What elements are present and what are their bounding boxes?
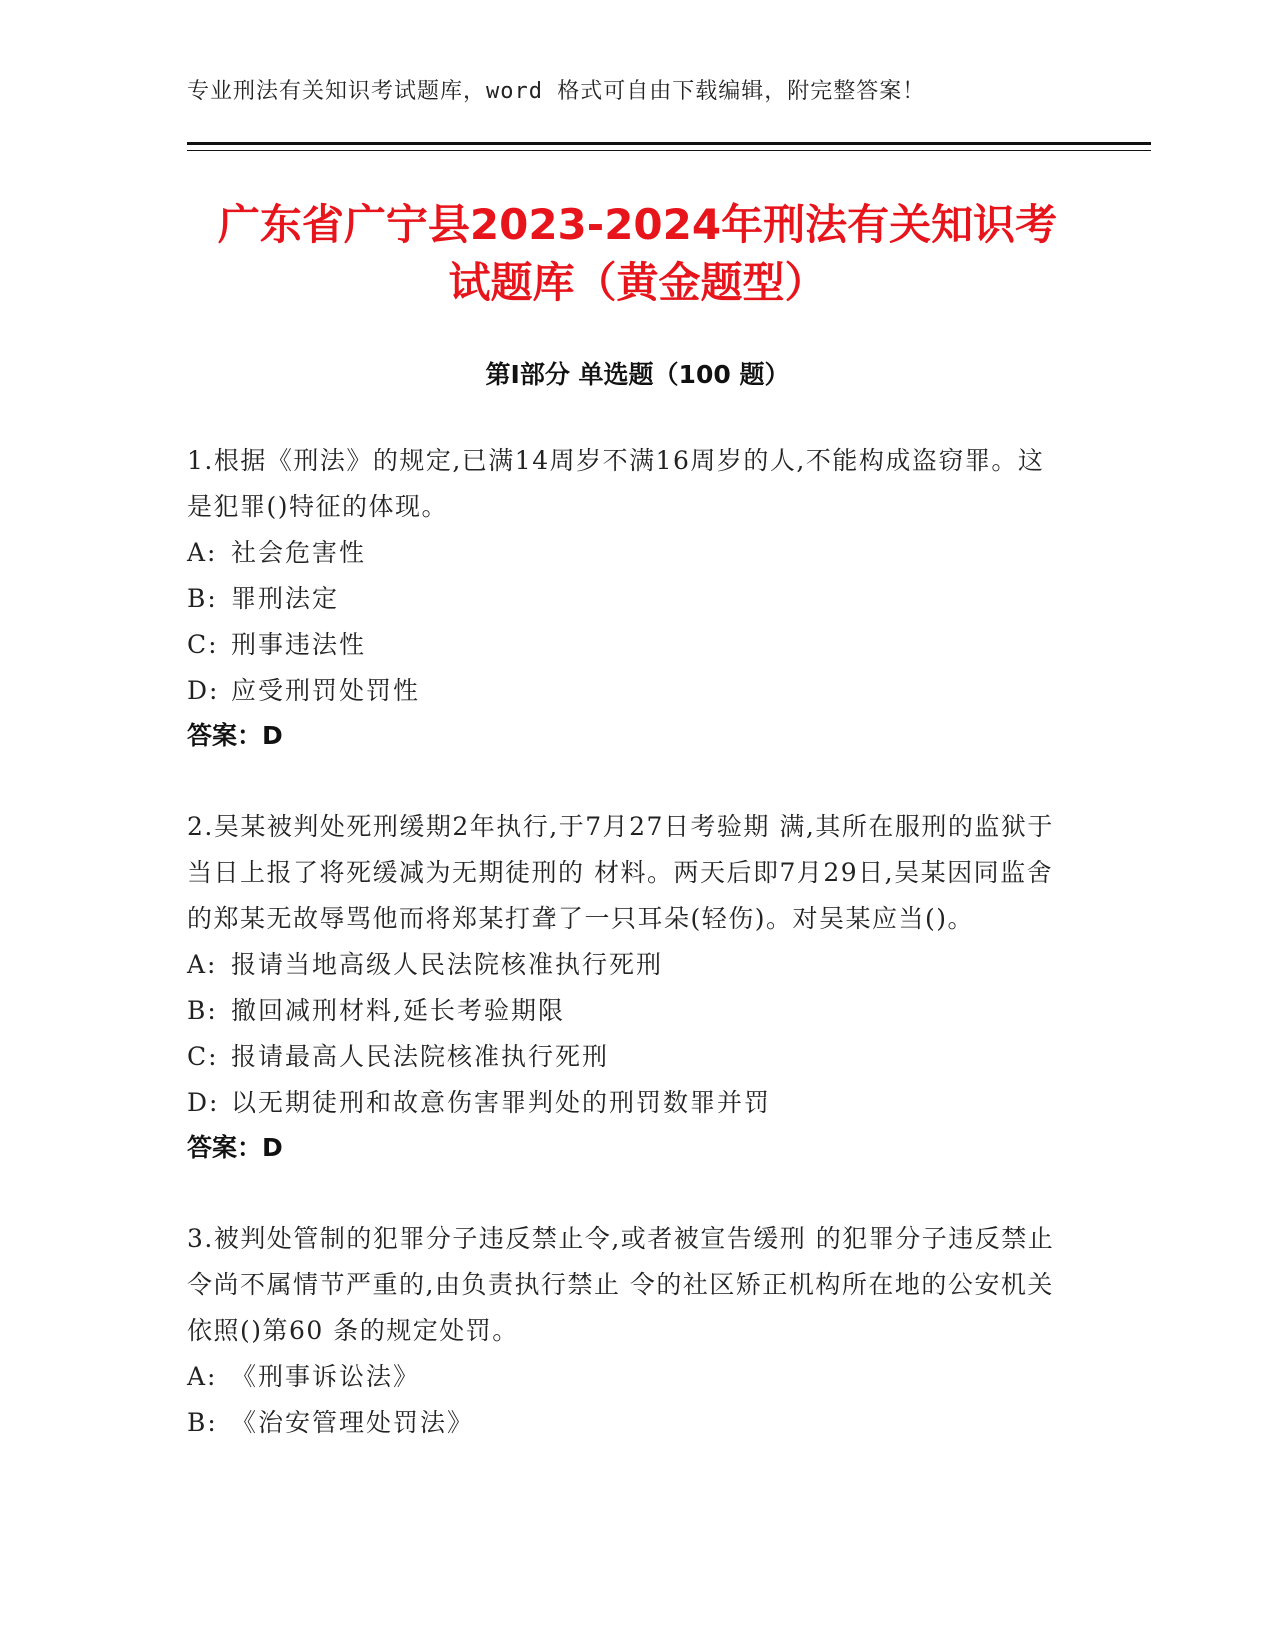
document-title-line2: 试题库（黄金题型） <box>448 258 827 307</box>
option-key: C: <box>187 1042 219 1071</box>
option-text: 罪刑法定 <box>231 584 340 613</box>
answer: 答案：D <box>187 721 283 750</box>
section-title: 第Ⅰ部分 单选题（100 题） <box>485 360 790 389</box>
option-d <box>187 668 1067 714</box>
header-rule-thin <box>187 150 1151 151</box>
option-key: B: <box>187 1408 218 1437</box>
option-text: 以无期徒刑和故意伤害罪判处的刑罚数罪并罚 <box>231 1088 772 1117</box>
option-d <box>187 1080 1067 1126</box>
option-c <box>187 622 1067 668</box>
option-text: 报请最高人民法院核准执行死刑 <box>231 1042 610 1071</box>
question-text: 3.被判处管制的犯罪分子违反禁止令,或者被宣告缓刑 的犯罪分子违反禁止令尚不属情节严重的,由负责执行禁止 令的社区矫正机构所在地的公安机关依照()第60 条的规定处罚。 <box>187 1224 1055 1345</box>
option-b <box>187 1400 1067 1446</box>
option-key: A: <box>187 1362 218 1391</box>
option-text: 报请当地高级人民法院核准执行死刑 <box>231 950 664 979</box>
option-a <box>187 1354 1067 1400</box>
option-b <box>187 576 1067 622</box>
option-a <box>187 942 1067 988</box>
question-2 <box>187 804 1067 1170</box>
option-text: 撤回减刑材料,延长考验期限 <box>231 996 565 1025</box>
question-text: 1.根据《刑法》的规定,已满14周岁不满16周岁的人,不能构成盗窃罪。这是犯罪()特征的体现。 <box>187 446 1045 521</box>
answer: 答案：D <box>187 1133 283 1162</box>
header-rule-thick <box>187 142 1151 145</box>
option-text: 社会危害性 <box>231 538 367 567</box>
question-text: 2.吴某被判处死刑缓期2年执行,于7月27日考验期 满,其所在服刑的监狱于当日上报了将死缓减为无期徒刑的 材料。两天后即7月29日,吴某因同监舍的郑某无故辱骂他而将郑某打聋了一只耳朵(轻伤)。对吴某应当()。 <box>187 812 1054 933</box>
header-note: 专业刑法有关知识考试题库，word 格式可自由下载编辑，附完整答案！ <box>187 79 926 104</box>
option-text: 刑事违法性 <box>231 630 367 659</box>
option-key: B: <box>187 996 218 1025</box>
question-list <box>187 438 1067 1492</box>
option-key: A: <box>187 538 218 567</box>
option-a <box>187 530 1067 576</box>
option-key: D: <box>187 1088 220 1117</box>
option-key: D: <box>187 676 220 705</box>
option-text: 应受刑罚处罚性 <box>231 676 421 705</box>
option-b <box>187 988 1067 1034</box>
option-key: C: <box>187 630 219 659</box>
option-text: 《刑事诉讼法》 <box>231 1362 421 1391</box>
option-c <box>187 1034 1067 1080</box>
document-title-line1: 广东省广宁县2023-2024年刑法有关知识考 <box>217 200 1058 249</box>
option-key: A: <box>187 950 218 979</box>
option-key: B: <box>187 584 218 613</box>
document-title <box>150 196 1125 312</box>
question-1 <box>187 438 1067 758</box>
question-3 <box>187 1216 1067 1446</box>
option-text: 《治安管理处罚法》 <box>231 1408 475 1437</box>
